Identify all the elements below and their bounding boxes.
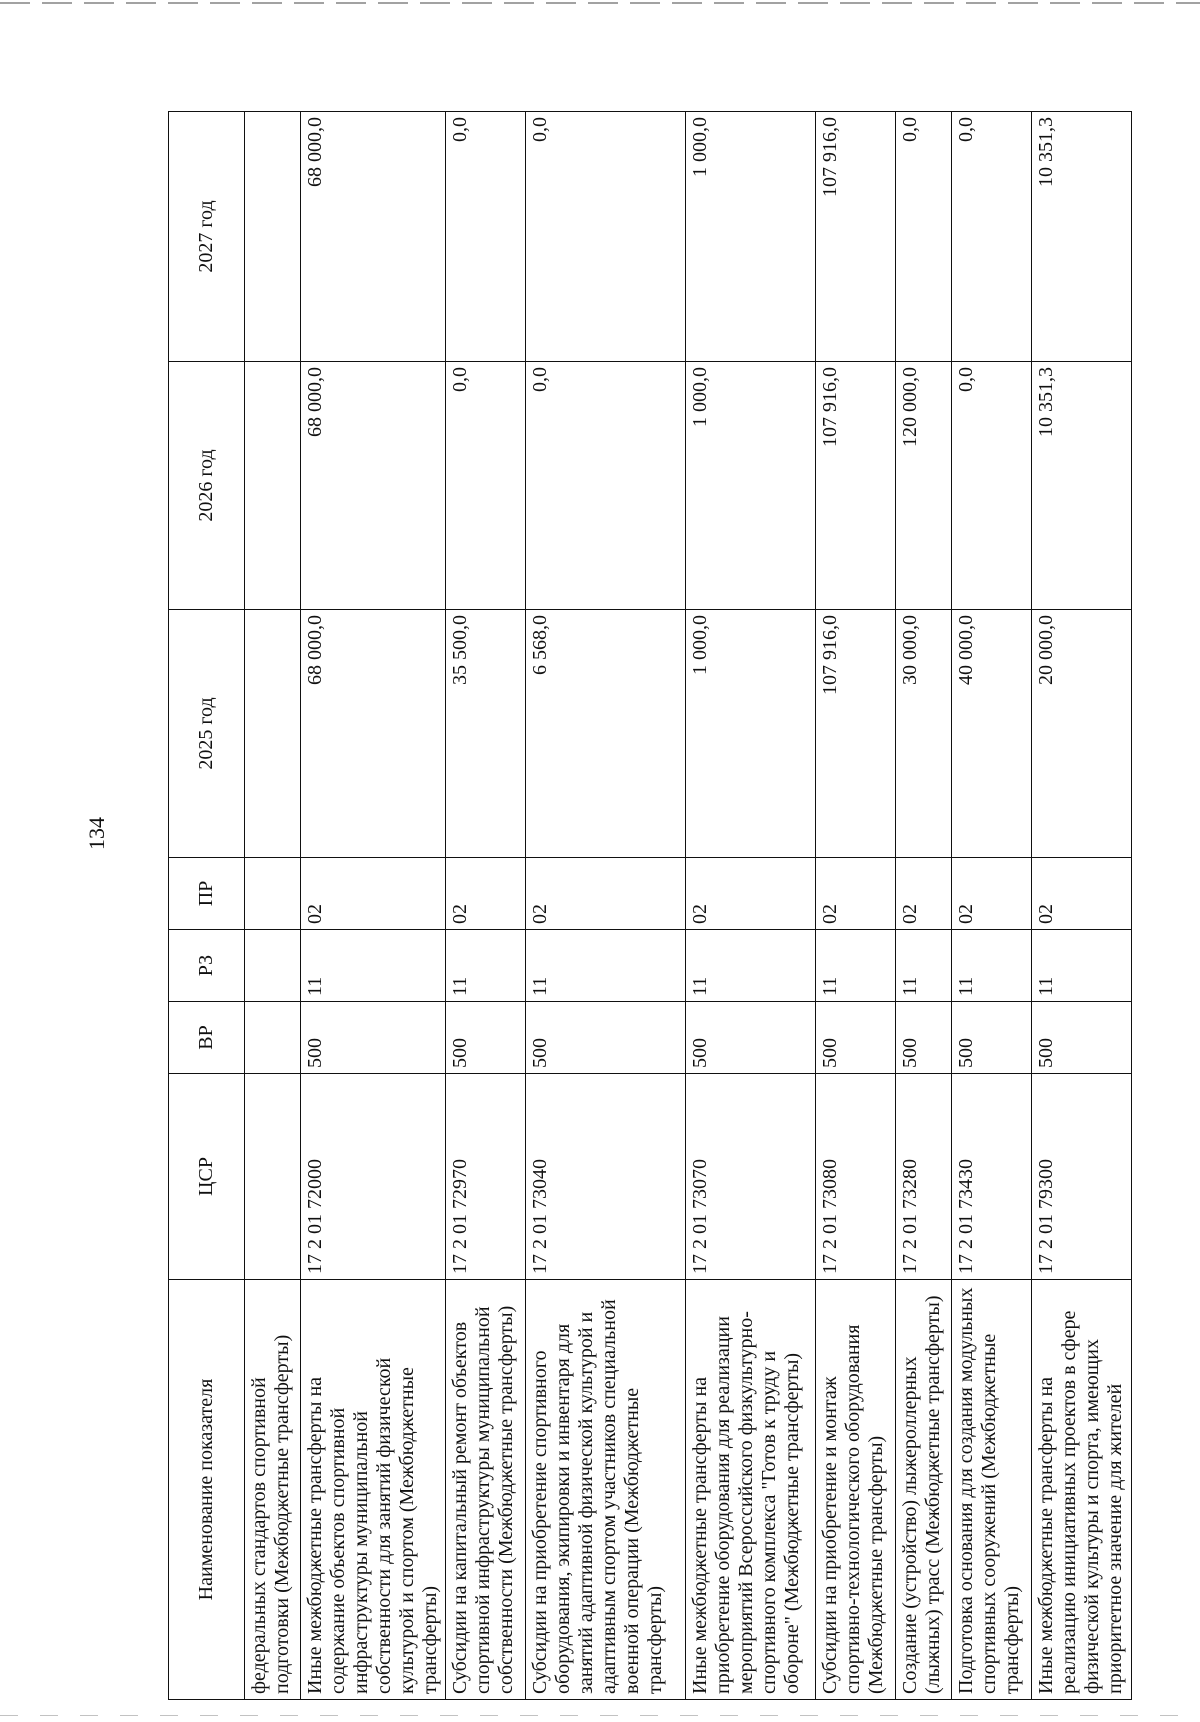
row-csr: 17 2 01 72000 — [301, 1074, 446, 1280]
table-row — [301, 112, 446, 1700]
scan-edge-bottom — [0, 1715, 1200, 1716]
table-row — [816, 112, 896, 1700]
page-number: 134 — [84, 817, 109, 850]
row-name: Подготовка основания для создания модульных спортивных сооружений (Межбюджетные трансферты) — [952, 1280, 1032, 1700]
header-csr: ЦСР — [169, 1074, 245, 1280]
row-vr: 500 — [686, 1002, 816, 1074]
row-pr: 02 — [686, 858, 816, 930]
row-vr: 500 — [301, 1002, 446, 1074]
row-name: Иные межбюджетные трансферты на приобретение оборудования для реализации мероприятий Всероссийского физкультурно-спортивного комплекса "Готов к труду и обороне" (Межбюджетные трансферты) — [686, 1280, 816, 1700]
row-2026: 0,0 — [952, 362, 1032, 610]
header-2025: 2025 год — [169, 610, 245, 858]
row-vr: 500 — [446, 1002, 526, 1074]
row-rz: 11 — [1032, 930, 1132, 1002]
row-2025: 30 000,0 — [896, 610, 952, 858]
row-2026: 120 000,0 — [896, 362, 952, 610]
row-pr — [245, 858, 301, 930]
row-2027 — [245, 112, 301, 362]
budget-table — [168, 111, 1132, 1700]
row-rz: 11 — [896, 930, 952, 1002]
row-rz: 11 — [446, 930, 526, 1002]
row-pr: 02 — [526, 858, 686, 930]
header-pr: ПР — [169, 858, 245, 930]
row-vr: 500 — [896, 1002, 952, 1074]
row-2027: 10 351,3 — [1032, 112, 1132, 362]
row-2027: 0,0 — [896, 112, 952, 362]
table-row — [245, 112, 301, 1700]
row-2027: 68 000,0 — [301, 112, 446, 362]
row-rz: 11 — [952, 930, 1032, 1002]
row-vr: 500 — [816, 1002, 896, 1074]
row-name: федеральных стандартов спортивной подготовки (Межбюджетные трансферты) — [245, 1280, 301, 1700]
row-2026: 68 000,0 — [301, 362, 446, 610]
table-row — [446, 112, 526, 1700]
row-rz: 11 — [686, 930, 816, 1002]
row-csr: 17 2 01 73080 — [816, 1074, 896, 1280]
row-name: Субсидии на капитальный ремонт объектов спортивной инфраструктуры муниципальной собственности (Межбюджетные трансферты) — [446, 1280, 526, 1700]
row-vr: 500 — [1032, 1002, 1132, 1074]
row-2026: 10 351,3 — [1032, 362, 1132, 610]
row-rz — [245, 930, 301, 1002]
row-vr — [245, 1002, 301, 1074]
row-2025: 40 000,0 — [952, 610, 1032, 858]
header-2027: 2027 год — [169, 112, 245, 362]
scan-edge-top — [0, 2, 1200, 4]
table-row — [686, 112, 816, 1700]
row-rz: 11 — [816, 930, 896, 1002]
row-2026: 0,0 — [446, 362, 526, 610]
header-name: Наименование показателя — [169, 1280, 245, 1700]
header-vr: ВР — [169, 1002, 245, 1074]
row-pr: 02 — [446, 858, 526, 930]
row-2025: 35 500,0 — [446, 610, 526, 858]
row-csr: 17 2 01 73280 — [896, 1074, 952, 1280]
row-2027: 0,0 — [952, 112, 1032, 362]
table-row — [896, 112, 952, 1700]
row-2025 — [245, 610, 301, 858]
row-2025: 68 000,0 — [301, 610, 446, 858]
row-rz: 11 — [301, 930, 446, 1002]
table-row — [1032, 112, 1132, 1700]
row-2026 — [245, 362, 301, 610]
row-name: Иные межбюджетные трансферты на содержание объектов спортивной инфраструктуры муниципальной собственности для занятий физической культурой и спортом (Межбюджетные трансферты) — [301, 1280, 446, 1700]
row-name: Создание (устройство) лыжероллерных (лыжных) трасс (Межбюджетные трансферты) — [896, 1280, 952, 1700]
row-name: Иные межбюджетные трансферты на реализацию инициативных проектов в сфере физической культуры и спорта, имеющих приоритетное значение для жителей — [1032, 1280, 1132, 1700]
table-row — [526, 112, 686, 1700]
row-2026: 107 916,0 — [816, 362, 896, 610]
row-pr: 02 — [952, 858, 1032, 930]
row-vr: 500 — [526, 1002, 686, 1074]
row-2026: 0,0 — [526, 362, 686, 610]
row-2025: 107 916,0 — [816, 610, 896, 858]
row-csr: 17 2 01 72970 — [446, 1074, 526, 1280]
header-rz: РЗ — [169, 930, 245, 1002]
row-2027: 0,0 — [526, 112, 686, 362]
row-pr: 02 — [1032, 858, 1132, 930]
row-2025: 6 568,0 — [526, 610, 686, 858]
row-csr: 17 2 01 73430 — [952, 1074, 1032, 1280]
row-pr: 02 — [301, 858, 446, 930]
row-2025: 20 000,0 — [1032, 610, 1132, 858]
table-row — [952, 112, 1032, 1700]
row-2027: 0,0 — [446, 112, 526, 362]
row-name: Субсидии на приобретение и монтаж спортивно-технологического оборудования (Межбюджетные трансферты) — [816, 1280, 896, 1700]
row-2027: 1 000,0 — [686, 112, 816, 362]
row-vr: 500 — [952, 1002, 1032, 1074]
row-csr: 17 2 01 73070 — [686, 1074, 816, 1280]
table-header-row — [169, 112, 245, 1700]
row-rz: 11 — [526, 930, 686, 1002]
row-csr: 17 2 01 79300 — [1032, 1074, 1132, 1280]
row-csr — [245, 1074, 301, 1280]
row-2027: 107 916,0 — [816, 112, 896, 362]
row-pr: 02 — [816, 858, 896, 930]
row-2026: 1 000,0 — [686, 362, 816, 610]
row-csr: 17 2 01 73040 — [526, 1074, 686, 1280]
header-2026: 2026 год — [169, 362, 245, 610]
row-pr: 02 — [896, 858, 952, 930]
row-name: Субсидии на приобретение спортивного оборудования, экипировки и инвентаря для занятий адаптивной физической культурой и адаптивным спортом участников специальной военной операции (Межбюджетные трансферты) — [526, 1280, 686, 1700]
row-2025: 1 000,0 — [686, 610, 816, 858]
